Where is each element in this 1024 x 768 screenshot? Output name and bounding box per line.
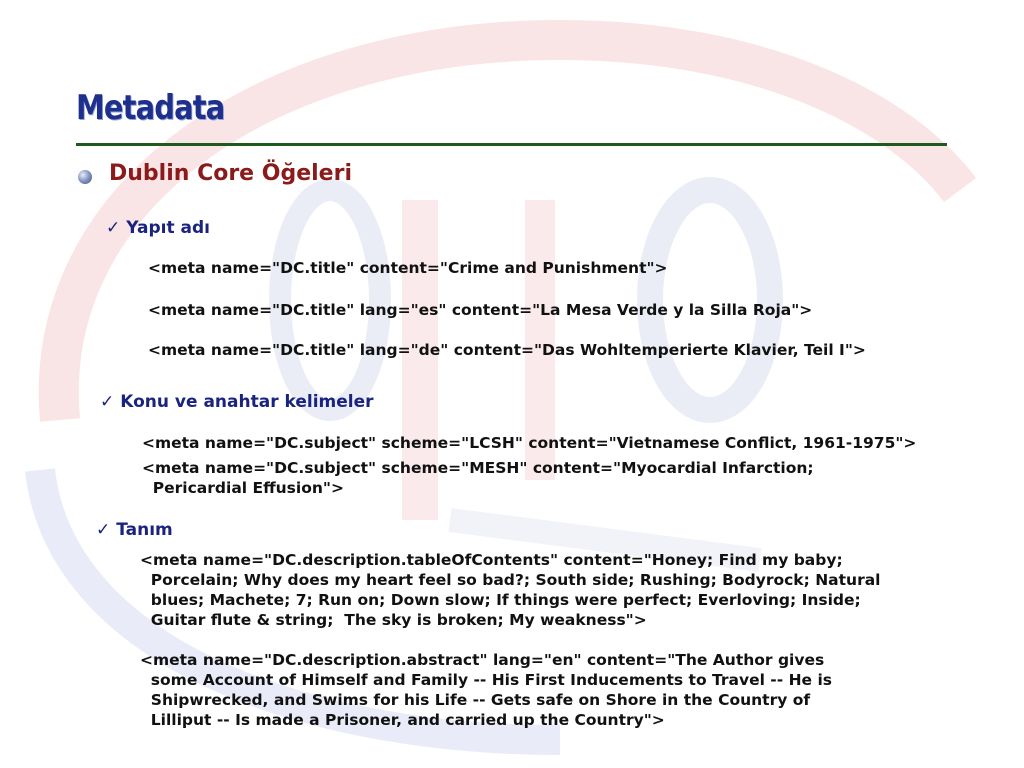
code-line: <meta name="DC.title" content="Crime and Punishment"> <box>148 259 668 277</box>
code-line: <meta name="DC.title" lang="de" content="Das Wohltemperierte Klavier, Teil I"> <box>148 341 866 359</box>
section-heading: Dublin Core Öğeleri <box>109 161 352 186</box>
subheading-label: Yapıt adı <box>126 218 210 238</box>
check-icon: ✓ <box>106 218 121 238</box>
subheading-label: Tanım <box>116 520 173 540</box>
subheading-description <box>96 520 173 540</box>
bullet-sphere-icon <box>78 170 92 184</box>
check-icon: ✓ <box>96 520 111 540</box>
code-line: <meta name="DC.description.abstract" lang="en" content="The Author gives some Account of Himself and Family -- His First Inducements to Travel -- He is Shipwrecked, and Swims for his Life -- Gets safe on Shore in the Country of Lilliput -- Is made a Prisoner, and carried up the Country"> <box>140 651 832 729</box>
title-divider <box>76 143 947 146</box>
subheading-subject <box>100 392 374 412</box>
code-line: <meta name="DC.subject" scheme="MESH" content="Myocardial Infarction; Pericardial Effusion"> <box>142 459 814 497</box>
code-line: <meta name="DC.description.tableOfContents" content="Honey; Find my baby; Porcelain; Why does my heart feel so bad?; South side; Rushing; Bodyrock; Natural blues; Machete; 7; Run on; Down slow; If things were perfect; Everloving; Inside; Guitar flute & string; The sky is broken; My weakness"> <box>140 551 881 629</box>
code-line: <meta name="DC.subject" scheme="LCSH" content="Vietnamese Conflict, 1961-1975"> <box>142 434 917 452</box>
code-line: <meta name="DC.title" lang="es" content="La Mesa Verde y la Silla Roja"> <box>148 301 813 319</box>
subheading-title <box>106 218 210 238</box>
slide-title: Metadata <box>76 88 225 128</box>
check-icon: ✓ <box>100 392 115 412</box>
subheading-label: Konu ve anahtar kelimeler <box>120 392 374 412</box>
